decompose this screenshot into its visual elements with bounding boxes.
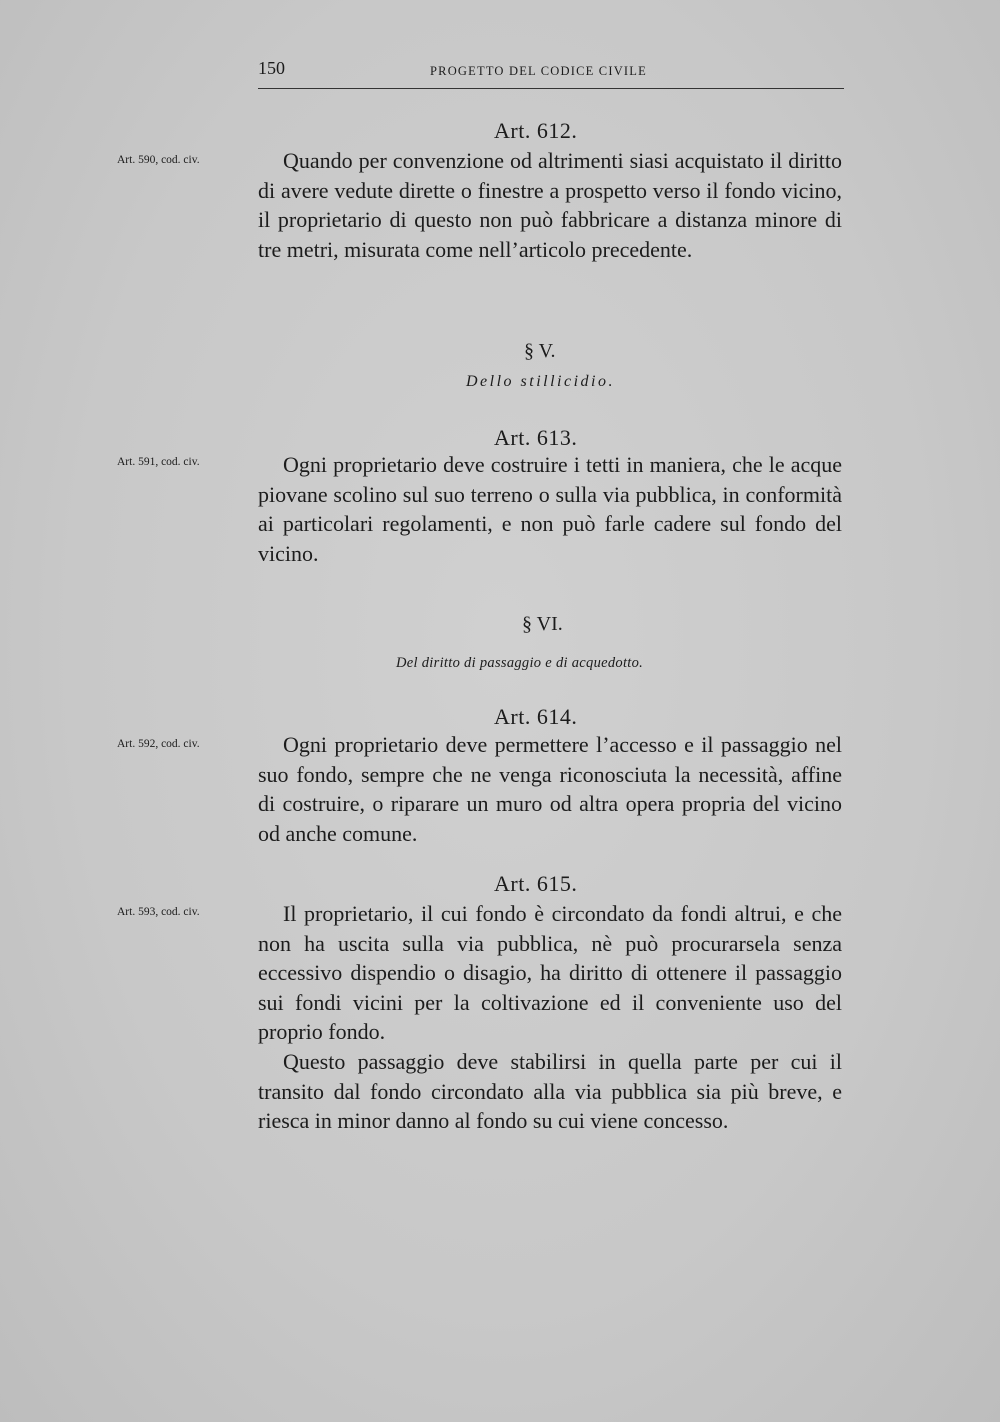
article-614-paragraph: Ogni proprietario deve permettere l’accesso e il passaggio nel suo fondo, sempre che ne venga riconosciuta la necessità, affine di costruire, o riparare un muro od altra opera propria del vicino od anche comune. [258,732,842,846]
page-header [258,58,844,89]
margin-note-614: Art. 592, cod. civ. [117,738,200,750]
article-heading-613: Art. 613. [494,425,578,450]
margin-note-612: Art. 590, cod. civ. [117,154,200,166]
section-mark-v: § V. [524,340,556,362]
section-title-v: Dello stillicidio. [466,373,615,390]
article-613-paragraph: Ogni proprietario deve costruire i tetti in maniera, che le acque piovane scolino sul suo terreno o sulla via pubblica, in conformità ai particolari regolamenti, e non può farle cadere sul fondo del vicino. [258,452,842,566]
margin-note-615: Art. 593, cod. civ. [117,906,200,918]
article-612-paragraph: Quando per convenzione od altrimenti siasi acquistato il diritto di avere vedute dirette o finestre a prospetto verso il fondo vicino, il proprietario di questo non può fabbricare a distanza minore di tre metri, misurata come nell’articolo precedente. [258,148,842,262]
running-title: PROGETTO DEL CODICE CIVILE [430,64,647,78]
article-615-paragraph-1: Il proprietario, il cui fondo è circondato da fondi altrui, e che non ha uscita sulla via pubblica, nè può procurarsela senza eccessivo dispendio o disagio, ha diritto di ottenere il passaggio sui fondi vicini per la coltivazione ed il conveniente uso del proprio fondo. [258,901,842,1044]
article-615-paragraph-2: Questo passaggio deve stabilirsi in quella parte per cui il transito dal fondo circondato alla via pubblica sia più breve, e riesca in minor danno al fondo su cui viene concesso. [258,1049,842,1133]
section-title-vi: Del diritto di passaggio e di acquedotto. [396,655,644,671]
section-mark-vi: § VI. [522,613,563,635]
article-heading-612: Art. 612. [494,118,578,143]
article-heading-614: Art. 614. [494,704,578,729]
page-number: 150 [258,58,285,78]
margin-note-613: Art. 591, cod. civ. [117,456,200,468]
article-heading-615: Art. 615. [494,871,578,896]
